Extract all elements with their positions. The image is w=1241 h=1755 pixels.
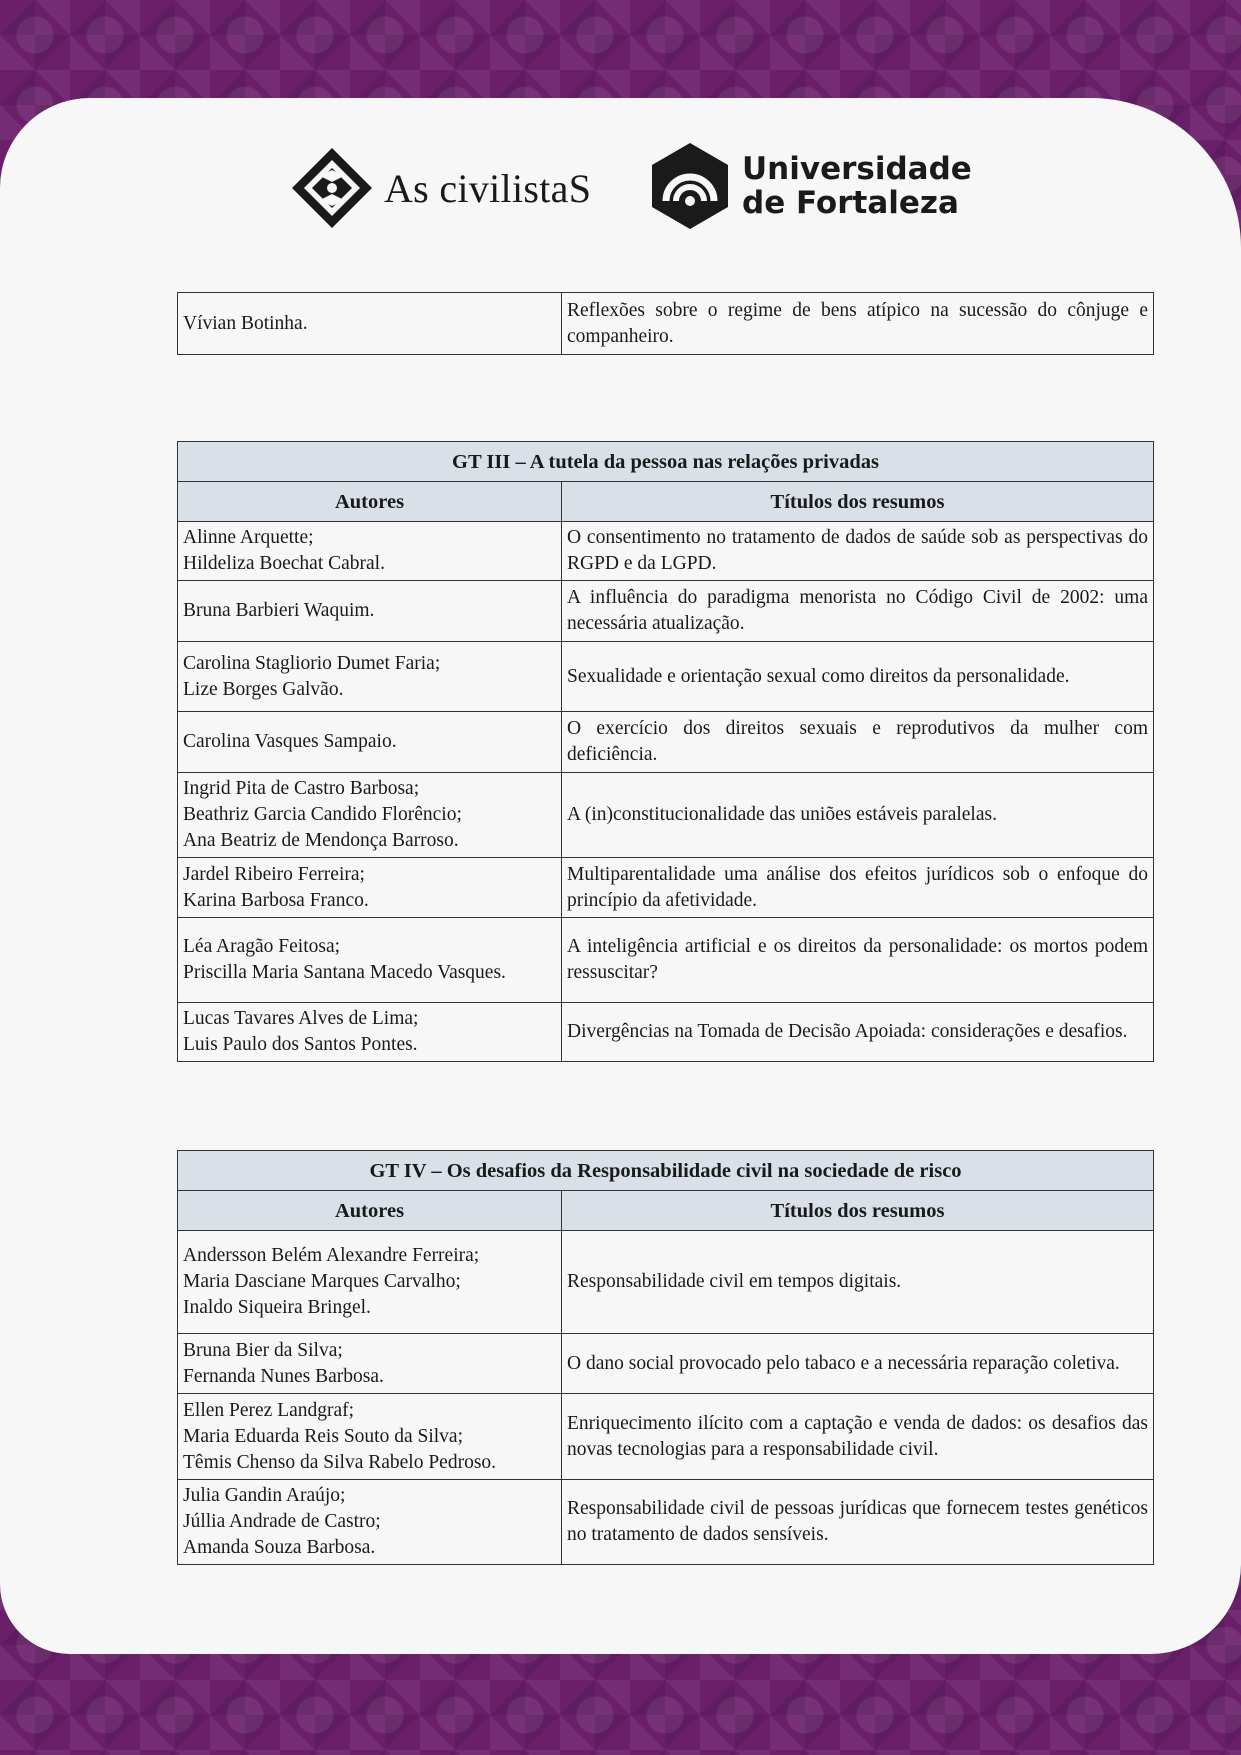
author-cell: Ellen Perez Landgraf; Maria Eduarda Reis Souto da Silva; Têmis Chenso da Silva Rabelo Pedroso. (178, 1394, 562, 1480)
table-row (178, 858, 1154, 918)
gt4-col-authors: Autores (178, 1191, 562, 1231)
table-row (178, 522, 1154, 581)
gt3-heading: GT III – A tutela da pessoa nas relações privadas (178, 442, 1154, 482)
as-civilistas-wordmark: As civilistaS (384, 165, 592, 211)
author-cell: Carolina Stagliorio Dumet Faria; Lize Borges Galvão. (178, 642, 562, 712)
unifor-logo (648, 140, 972, 232)
author-cell: Julia Gandin Araújo; Júllia Andrade de Castro; Amanda Souza Barbosa. (178, 1480, 562, 1565)
table-row (178, 1003, 1154, 1062)
continuation-table (177, 292, 1154, 355)
table-row (178, 642, 1154, 712)
table-row (178, 918, 1154, 1003)
table-row (178, 1231, 1154, 1334)
title-cell: Enriquecimento ilícito com a captação e venda de dados: os desafios das novas tecnologias para a responsabilidade civil. (562, 1394, 1154, 1480)
table-row (178, 1334, 1154, 1394)
title-cell: A inteligência artificial e os direitos da personalidade: os mortos podem ressuscitar? (562, 918, 1154, 1003)
unifor-line1: Universidade (742, 151, 972, 187)
title-cell: Multiparentalidade uma análise dos efeitos jurídicos sob o enfoque do princípio da afetividade. (562, 858, 1154, 918)
author-cell: Bruna Bier da Silva; Fernanda Nunes Barbosa. (178, 1334, 562, 1394)
title-cell: Responsabilidade civil em tempos digitais. (562, 1231, 1154, 1334)
author-cell: Ingrid Pita de Castro Barbosa; Beathriz Garcia Candido Florêncio; Ana Beatriz de Mendonça Barroso. (178, 773, 562, 858)
author-cell: Alinne Arquette; Hildeliza Boechat Cabral. (178, 522, 562, 581)
author-cell: Lucas Tavares Alves de Lima; Luis Paulo dos Santos Pontes. (178, 1003, 562, 1062)
table-row (178, 1394, 1154, 1480)
author-cell: Jardel Ribeiro Ferreira; Karina Barbosa Franco. (178, 858, 562, 918)
author-cell: Vívian Botinha. (178, 293, 562, 355)
gt3-col-titles: Títulos dos resumos (562, 482, 1154, 522)
title-cell: Responsabilidade civil de pessoas jurídicas que fornecem testes genéticos no tratamento de dados sensíveis. (562, 1480, 1154, 1565)
title-cell: Reflexões sobre o regime de bens atípico na sucessão do cônjuge e companheiro. (562, 293, 1154, 355)
title-cell: O consentimento no tratamento de dados de saúde sob as perspectivas do RGPD e da LGPD. (562, 522, 1154, 581)
table-row (178, 712, 1154, 773)
title-cell: O exercício dos direitos sexuais e reprodutivos da mulher com deficiência. (562, 712, 1154, 773)
as-civilistas-logo (290, 146, 591, 230)
title-cell: A (in)constitucionalidade das uniões estáveis paralelas. (562, 773, 1154, 858)
title-cell: A influência do paradigma menorista no Código Civil de 2002: uma necessária atualização. (562, 581, 1154, 642)
table-row (178, 773, 1154, 858)
gt4-col-titles: Títulos dos resumos (562, 1191, 1154, 1231)
diamond-emblem-icon (290, 146, 374, 230)
author-cell: Carolina Vasques Sampaio. (178, 712, 562, 773)
gt4-table (177, 1150, 1154, 1565)
table-row (178, 1480, 1154, 1565)
table-row (178, 581, 1154, 642)
author-cell: Bruna Barbieri Waquim. (178, 581, 562, 642)
title-cell: Sexualidade e orientação sexual como direitos da personalidade. (562, 642, 1154, 712)
gt4-heading: GT IV – Os desafios da Responsabilidade civil na sociedade de risco (178, 1151, 1154, 1191)
logo-bar (290, 140, 970, 240)
unifor-line2: de Fortaleza (742, 185, 959, 221)
unifor-emblem-icon (648, 141, 732, 231)
gt3-table (177, 441, 1154, 1062)
gt3-col-authors: Autores (178, 482, 562, 522)
author-cell: Léa Aragão Feitosa; Priscilla Maria Santana Macedo Vasques. (178, 918, 562, 1003)
title-cell: O dano social provocado pelo tabaco e a necessária reparação coletiva. (562, 1334, 1154, 1394)
title-cell: Divergências na Tomada de Decisão Apoiada: considerações e desafios. (562, 1003, 1154, 1062)
author-cell: Andersson Belém Alexandre Ferreira; Maria Dasciane Marques Carvalho; Inaldo Siqueira Bringel. (178, 1231, 562, 1334)
table-row (178, 293, 1154, 355)
